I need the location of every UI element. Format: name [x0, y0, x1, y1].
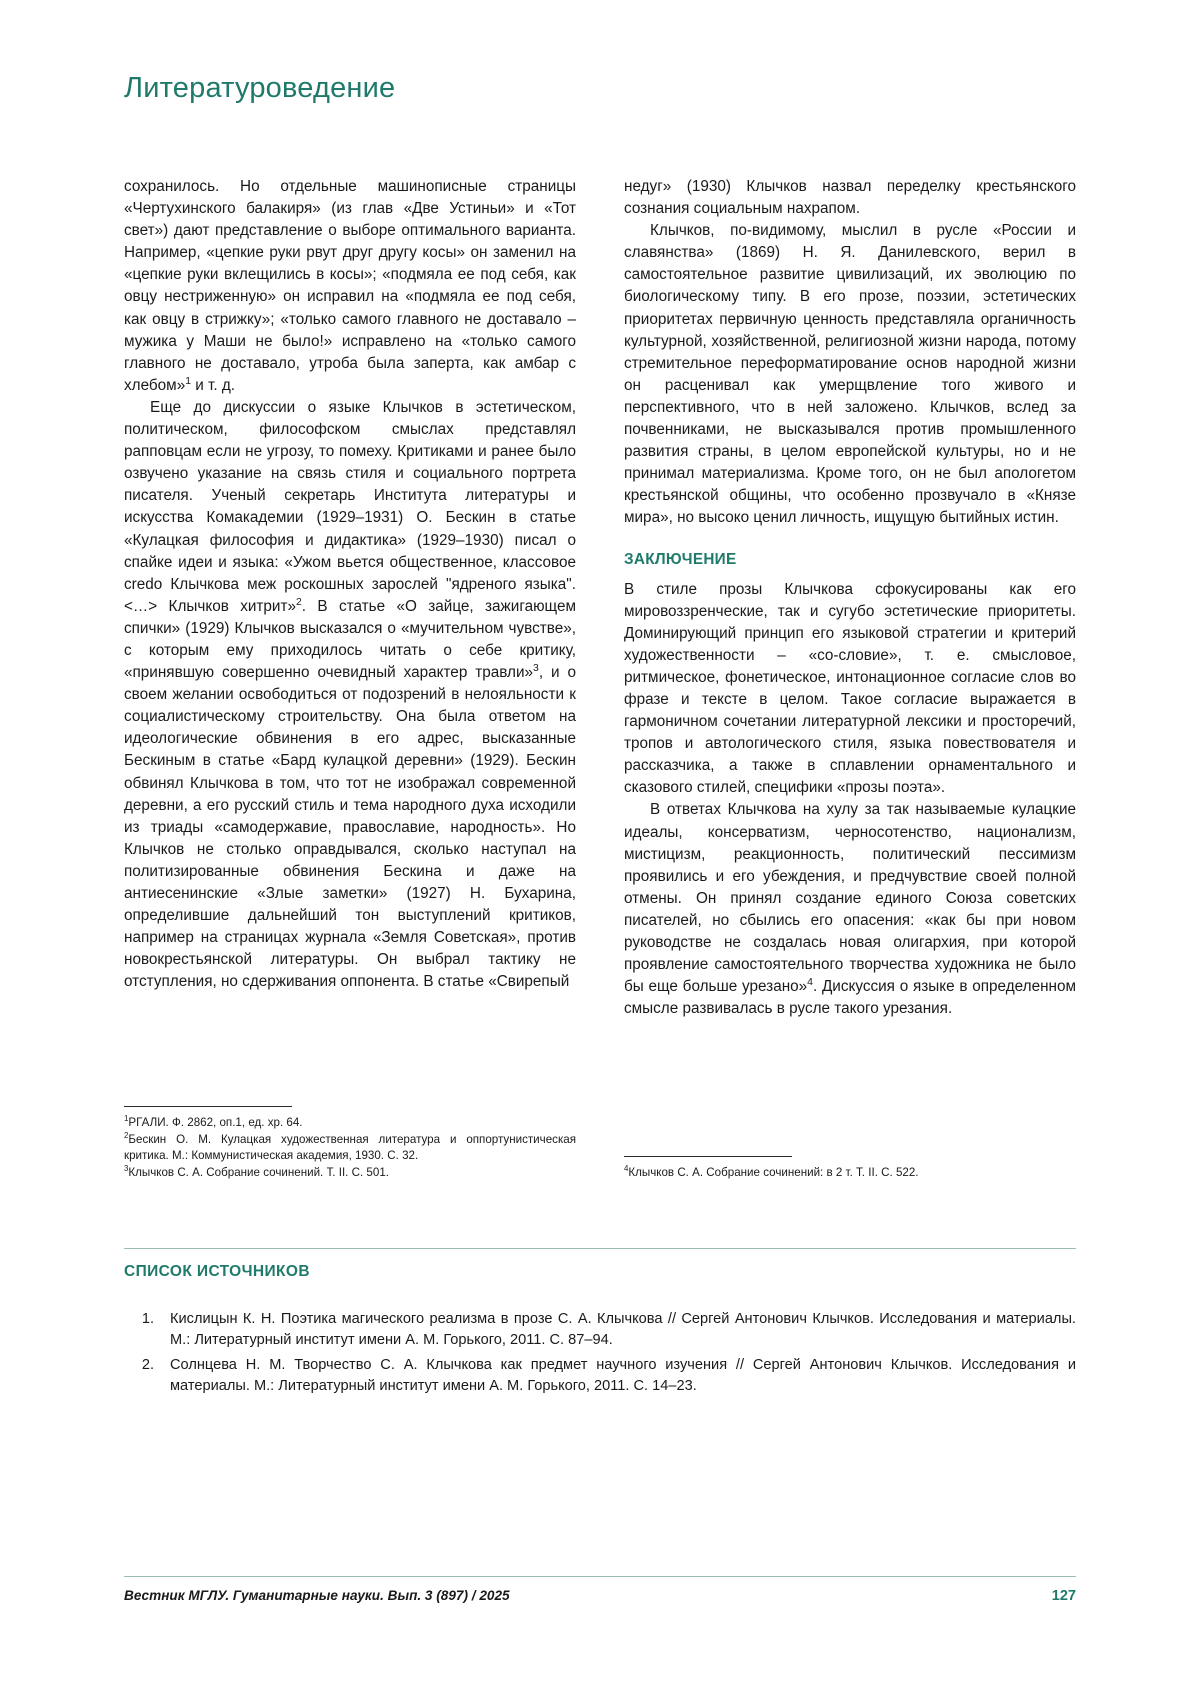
- paragraph: Клычков, по-видимому, мыслил в русле «России и славянства» (1869) Н. Я. Данилевского, верил в самостоятельное развитие цивилизаций, их эволюцию по биологическому типу. В его прозе, поэзии, эстетических приоритетах первичную ценность представляла органичность культурной, хозяйственной, религиозной жизни народа, потому стремительное переформатирование основ народной жизни он расценивал как умерщвление того живого и перспективного, что в ней заложено. Клычков, вслед за почвенниками, не высказывался против промышленного развития страны, в целом европейской культуры, но и не принимал материализма. Кроме того, он не был апологетом крестьянской общины, что особенно прозвучало в «Князе мира», но высоко ценил личность, ищущую бытийных истин.: [624, 222, 1076, 527]
- right-column: [624, 176, 1076, 1181]
- journal-info: Вестник МГЛУ. Гуманитарные науки. Вып. 3 (897) / 2025: [124, 1588, 510, 1603]
- paragraph: [624, 799, 1076, 1020]
- footnote: [124, 1132, 576, 1165]
- paragraph-text: В ответах Клычкова на хулу за так называемые кулацкие идеалы, консерватизм, черносотенство, национализм, мистицизм, реакционность, политический пессимизм проявились и его убеждения, и предчувствие своей полной отмены. Он принял создание единого Союза советских писателей, но сбылись его опасения: «как бы при новом руководстве не создалась новая олигархия, при которой проявление самостоятельного творчества художника не было бы еще больше урезано»: [624, 801, 1076, 996]
- conclusion-heading: ЗАКЛЮЧЕНИЕ: [624, 550, 737, 568]
- footnote-ref-4[interactable]: 4: [807, 977, 813, 989]
- paragraph: [124, 176, 576, 397]
- page-footer: [124, 1576, 1076, 1604]
- footnote: [124, 1165, 576, 1181]
- list-item-text: Солнцева Н. М. Творчество С. А. Клычкова как предмет научного изучения // Сергей Антонович Клычков. Исследования и материалы. М.: Литературный институт имени А. М. Горького, 2011. С. 14–23.: [170, 1357, 1076, 1394]
- list-item-number: 2.: [141, 1357, 154, 1373]
- footnote-mark: 3: [124, 1163, 129, 1173]
- paragraph-tail: и т. д.: [190, 376, 236, 394]
- list-item: [124, 1309, 1076, 1351]
- sources-section: [124, 1248, 1076, 1401]
- footnote-text: Бескин О. М. Кулацкая художественная литература и оппортунистическая критика. М.: Коммунистическая академия, 1930. С. 32.: [124, 1132, 576, 1163]
- footnote-text: РГАЛИ. Ф. 2862, оп.1, ед. хр. 64.: [128, 1116, 303, 1130]
- footnote-ref-3[interactable]: 3: [533, 662, 539, 674]
- paragraph: [124, 397, 576, 994]
- paragraph-tail: . Дискуссия о языке в определенном смысле развивалась в русле такого урезания.: [624, 978, 1076, 1018]
- footnote-mark: 4: [624, 1163, 629, 1173]
- footnote-ref-2[interactable]: 2: [295, 596, 302, 608]
- left-footnotes: [124, 1106, 576, 1181]
- page-title: Литературоведение: [124, 72, 396, 104]
- paragraph-text: Еще до дискуссии о языке Клычков в эстетическом, политическом, философском смыслах представлял рапповцам если не угрозу, то помеху. Критиками и ранее было озвучено указание на связь стиля и социального портрета писателя. Ученый секретарь Института литературы и искусства Комакадемии (1929–1931) О. Бескин в статье «Кулацкая философия и дидактика» (1929–1930) писал о спайке идеи и языка: «Ужом вьется общественное, классовое credo Клычкова меж роскошных зарослей "ядреного языка". <…> Клычков хитрит»: [124, 398, 576, 615]
- footnote-text: Клычков С. А. Собрание сочинений. Т. II. С. 501.: [128, 1165, 389, 1179]
- two-column-body: [124, 176, 1076, 1181]
- footnote: [124, 1115, 576, 1131]
- sources-heading: СПИСОК ИСТОЧНИКОВ: [124, 1263, 310, 1280]
- divider: [124, 1248, 1076, 1249]
- list-item-number: 1.: [141, 1311, 154, 1327]
- paragraph: В стиле прозы Клычкова сфокусированы как его мировоззренческие, так и сугубо эстетические приоритеты. Доминирующий принцип его языковой стратегии и критерий художественности – «со-словие», т. е. смысловое, ритмическое, фонетическое, интонационное согласие слов во фразе и тексте в целом. Такое согласие выражается в гармоничном сочетании литературной лексики и просторечий, тропов и автологического стиля, языка повествователя и рассказчика, а также в сплавлении орнаментального и сказового стилей, специфики «прозы поэта».: [624, 580, 1076, 797]
- footnote-mark: 2: [124, 1130, 129, 1140]
- footnote-mark: 1: [124, 1114, 129, 1124]
- divider: [124, 1576, 1076, 1577]
- footnote-ref-1[interactable]: 1: [185, 375, 191, 387]
- paragraph: недуг» (1930) Клычков назвал переделку крестьянского сознания социальным нахрапом.: [624, 178, 1076, 218]
- list-item-text: Кислицын К. Н. Поэтика магического реализма в прозе С. А. Клычкова // Сергей Антонович Клычков. Исследования и материалы. М.: Литературный институт имени А. М. Горького, 2011. С. 87–94.: [170, 1311, 1076, 1348]
- paragraph-tail: , и о своем желании освободиться от подозрений в нелояльности к социалистическому строительству. Она была ответом на идеологические обвинения в его адрес, высказанные Бескиным в статье «Бард кулацкой деревни» (1929). Бескин обвинял Клычкова в том, что тот не изображал современной деревни, а его русский стиль и тема народного духа исходили из триады «самодержавие, православие, народность». Но Клычков не столько оправдывался, сколько наступал на политизированные обвинения Бескина и даже на антиесенинские «Злые заметки» (1927) Н. Бухарина, определившие дальнейший тон выступлений критиков, например на страницах журнала «Земля Советская», против новокрестьянской литературы. Он выбрал тактику не отступления, но сдерживания оппонента. В статье «Свирепый: [124, 664, 576, 991]
- right-footnotes: [624, 1156, 1076, 1181]
- paragraph-text: (1929) Клычков высказался о «мучительном чувстве», с которым ему приходилось читать о себе критику, «принявшую совершенно очевидный характер травли»: [124, 619, 576, 682]
- list-item: [124, 1355, 1076, 1397]
- page-number: 127: [1051, 1588, 1076, 1604]
- footnote: [624, 1165, 1076, 1181]
- footnote-text: Клычков С. А. Собрание сочинений: в 2 т. Т. II. С. 522.: [628, 1165, 919, 1179]
- paragraph-text: сохранилось. Но отдельные машинописные страницы «Чертухинского балакиря» (из глав «Две Устиньи» и «Тот свет») дают представление о выборе оптимального варианта. Например, «цепкие руки рвут друг другу косы» он заменил на «цепкие руки вклещились в косы»; «подмяла ее под себя, как овцу нестриженную» он исправил на «подмяла ее под себя, как овцу в стрижку»; «только самого главного не доставало – мужика у Маши не было!» исправлено на «только самого главного не доставало, утроба была заперта, как амбар с хлебом»: [124, 178, 576, 394]
- left-column: [124, 176, 576, 1181]
- paragraph-tail: . В статье «О зайце, зажигающем спички»: [124, 597, 576, 637]
